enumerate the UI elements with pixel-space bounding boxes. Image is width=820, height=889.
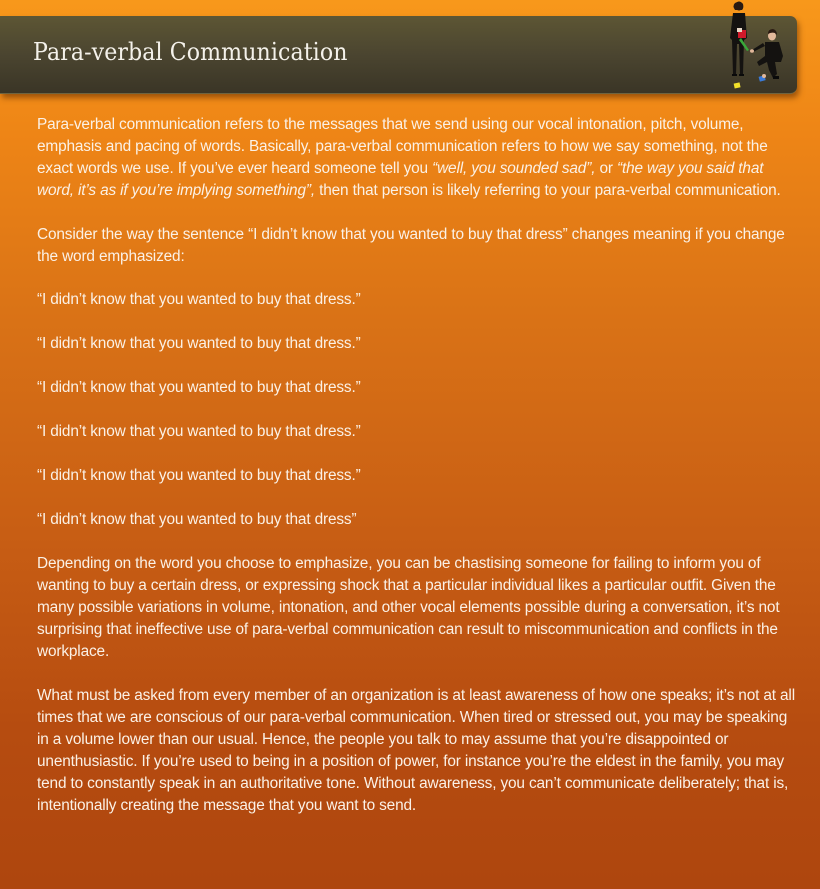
paragraph-text: or xyxy=(595,160,617,177)
example-sentence: “I didn’t know that you wanted to buy that dress.” xyxy=(37,423,361,440)
paragraph-consider: Consider the way the sentence “I didn’t know that you wanted to buy that dress” changes meaning if you change the word emphasized: xyxy=(37,225,785,265)
example-sentence: “I didn’t know that you wanted to buy that dress.” xyxy=(37,379,361,396)
title-banner xyxy=(0,16,797,94)
business-people-icon xyxy=(715,0,787,92)
italic-quote: “well, you sounded sad”, xyxy=(432,160,596,177)
paragraph-depending: Depending on the word you choose to emphasize, you can be chastising someone for failing to inform you of wanting to buy a certain dress, or expressing shock that a particular individual likes a particular outfit. Given the many possible variations in volume, intonation, and other vocal elements possible during a conversation, it’s not surprising that ineffective use of para-verbal communication can result to miscommunication and conflicts in the workplace. xyxy=(37,555,780,660)
paragraph-text: then that person is likely referring to your para-verbal communication. xyxy=(314,182,781,199)
body-content xyxy=(37,114,797,838)
page-title: Para-verbal Communication xyxy=(33,38,348,66)
paragraph-text: Para-verbal communication refers to the messages that we send using our vocal intonation, pitch, volume, emphasis and pacing of words. Basically, para-verbal communication refers to how we say something, not the exact words we use. If you’ve ever heard someone tell you xyxy=(37,116,768,177)
example-sentence: “I didn’t know that you wanted to buy that dress.” xyxy=(37,291,361,308)
italic-quote: “the way you said that word, it’s as if you’re implying something”, xyxy=(37,160,764,199)
example-sentence: “I didn’t know that you wanted to buy that dress” xyxy=(37,511,357,528)
paragraph-awareness: What must be asked from every member of an organization is at least awareness of how one speaks; it’s not at all times that we are conscious of our para-verbal communication. When tired or stressed out, you may be speaking in a volume lower than our usual. Hence, the people you talk to may assume that you’re disappointed or unenthusiastic. If you’re used to being in a position of power, for instance you’re the eldest in the family, you may tend to constantly speak in an authoritative tone. Without awareness, you can’t communicate deliberately; that is, intentionally creating the message that you want to send. xyxy=(37,686,795,814)
example-sentence: “I didn’t know that you wanted to buy that dress.” xyxy=(37,467,361,484)
example-sentence: “I didn’t know that you wanted to buy that dress.” xyxy=(37,335,361,352)
paragraph-intro xyxy=(37,114,797,202)
